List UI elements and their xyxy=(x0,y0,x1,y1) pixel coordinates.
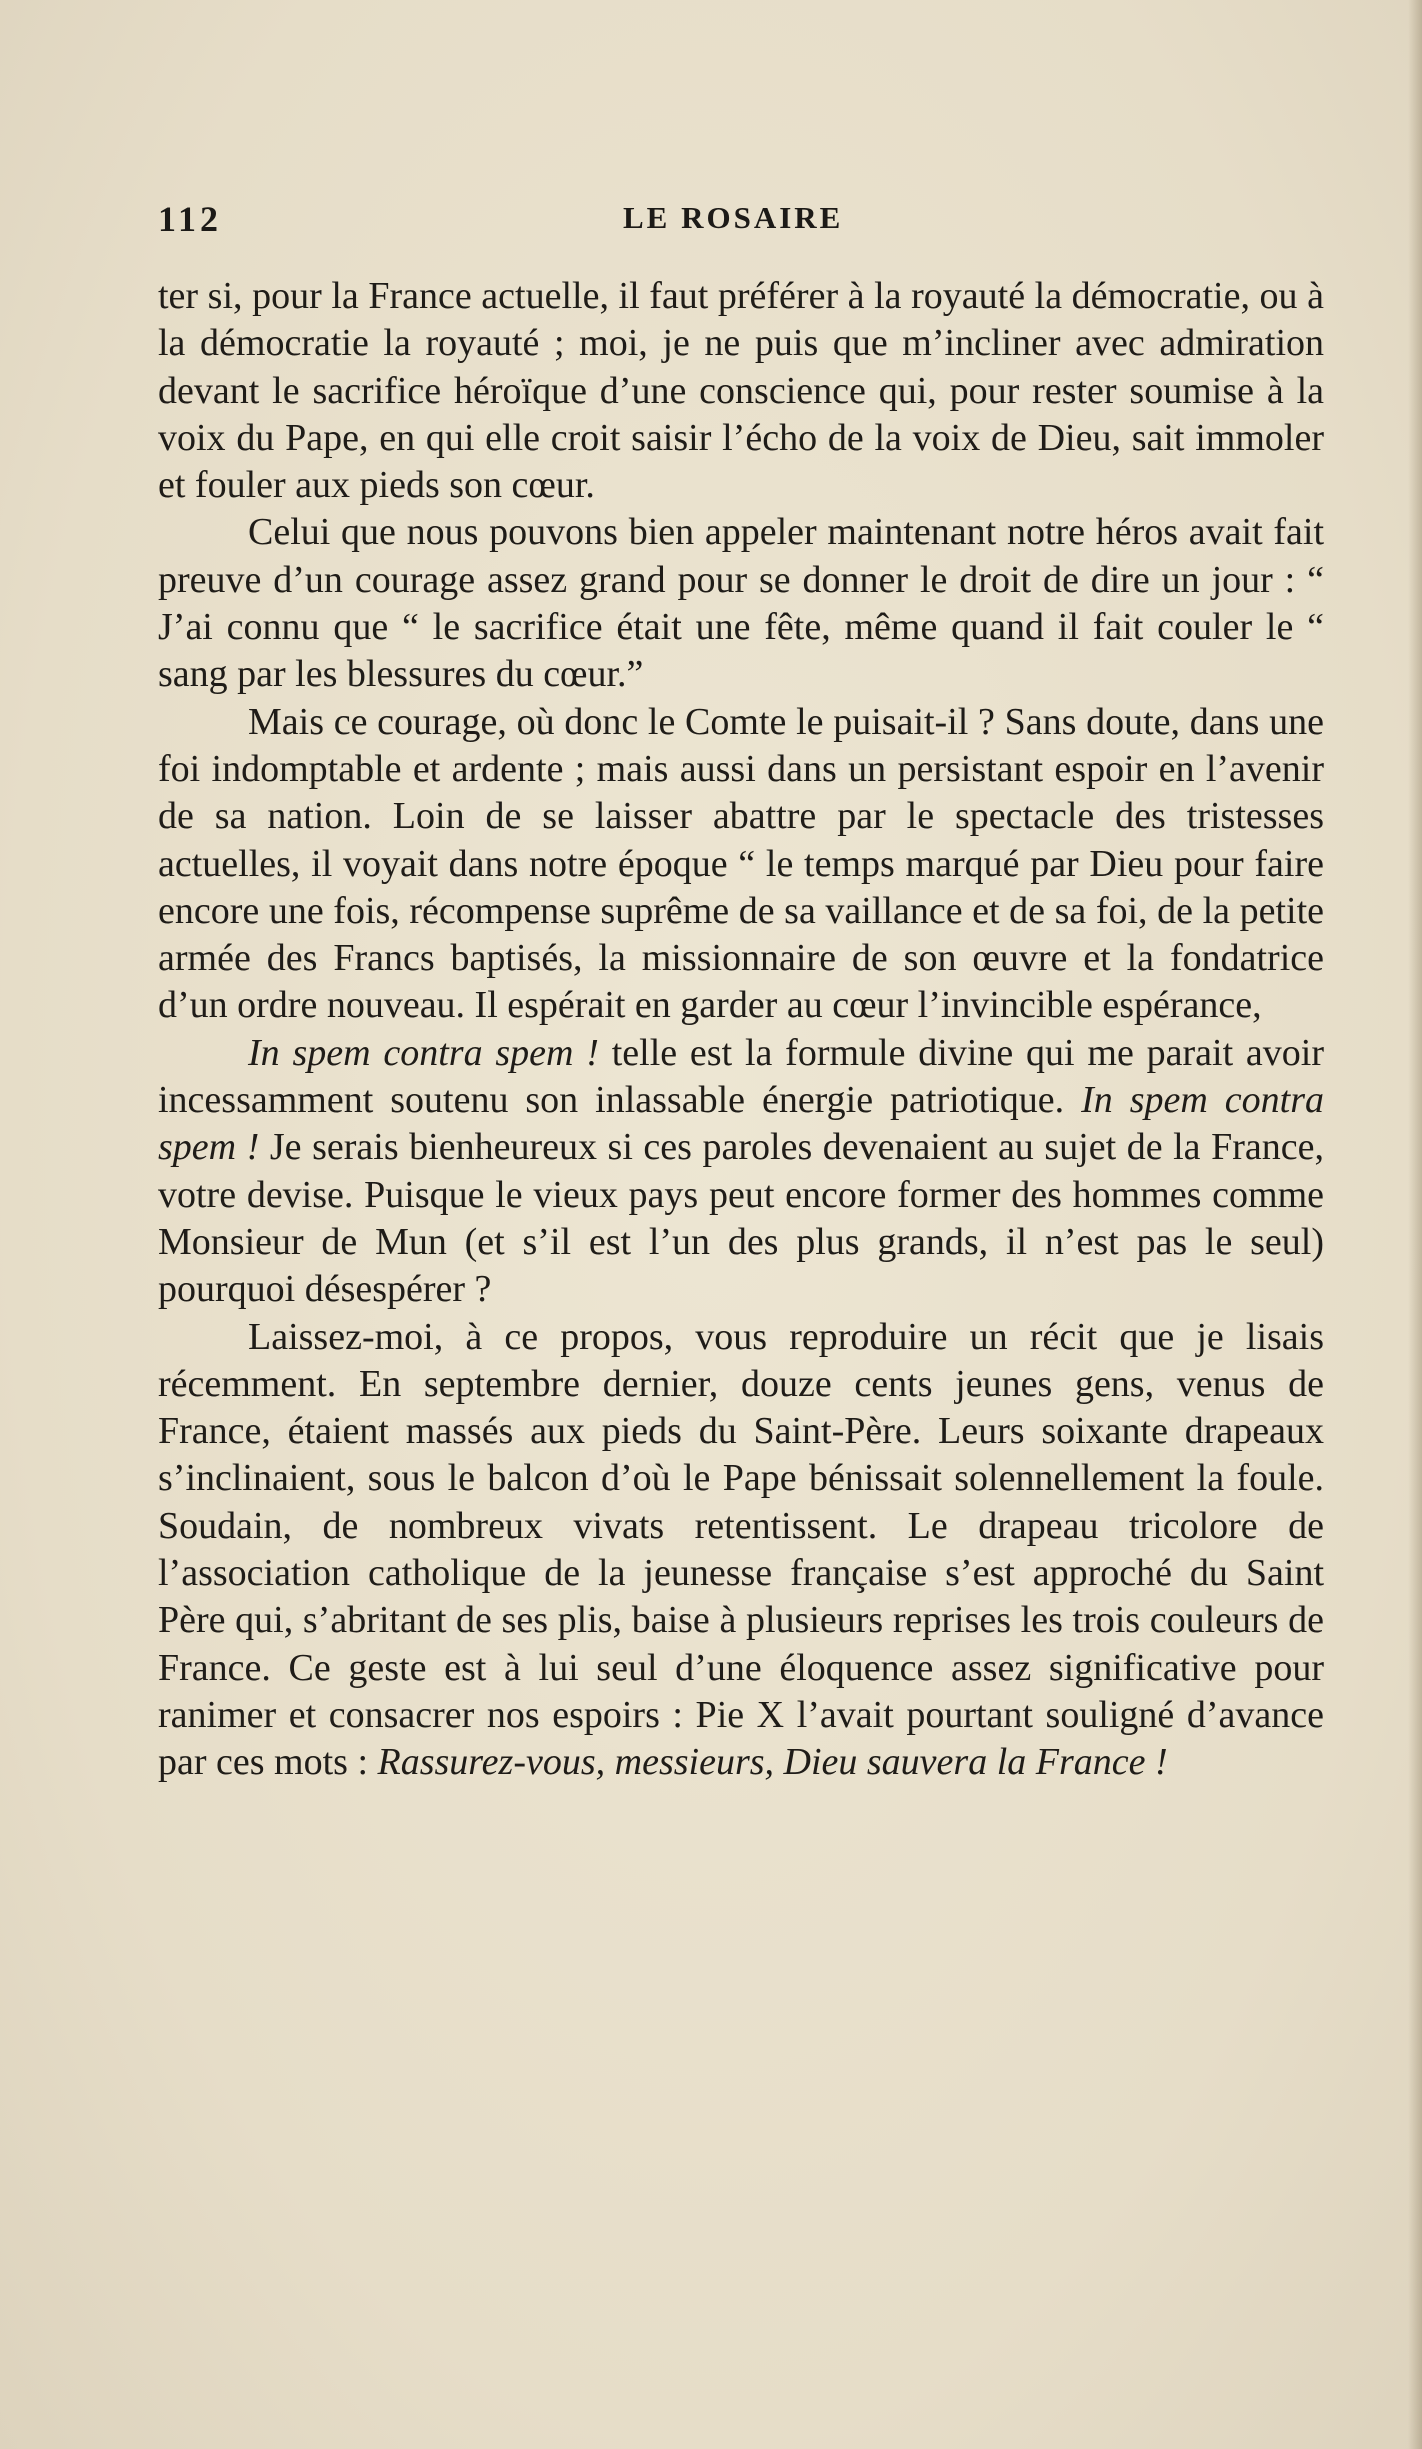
latin-motto-1: In spem contra spem ! xyxy=(248,1031,599,1074)
page-edge-shadow xyxy=(1408,0,1422,2449)
running-title: LE ROSAIRE xyxy=(623,200,844,235)
paragraph-2: Celui que nous pouvons bien appeler maintenant notre héros avait fait preuve d’un courage assez grand pour se donner le droit de dire un jour : “ J’ai connu que “ le sacrifice était une fête, même quand il fait couler le “ sang par les blessures du cœur.” xyxy=(158,511,1324,696)
page-header xyxy=(158,198,1324,248)
closing-quote: Rassurez-vous, messieurs, Dieu sauvera la France ! xyxy=(377,1741,1168,1784)
paragraph-4-text-2: Je serais bienheureux si ces paroles devenaient au sujet de la France, votre devise. Puisque le vieux pays peut encore former des hommes comme Monsieur de Mun (et s’il est l’un des plus grands, il n’est pas le seul) pourquoi désespérer ? xyxy=(158,1126,1324,1311)
latin-motto-2: In spem contra spem ! xyxy=(158,1079,1324,1169)
paragraph-1: ter si, pour la France actuelle, il faut préférer à la royauté la démocratie, ou à la démocratie la royauté ; moi, je ne puis que m’incliner avec admiration devant le sacrifice héroïque d’une conscience qui, pour rester soumise à la voix du Pape, en qui elle croit saisir l’écho de la voix de Dieu, sait immoler et fouler aux pieds son cœur. xyxy=(158,275,1324,507)
paragraph-4 xyxy=(158,1030,1324,1314)
paragraph-5 xyxy=(158,1314,1324,1787)
paragraph-3: Mais ce courage, où donc le Comte le puisait-il ? Sans doute, dans une foi indomptable et ardente ; mais aussi dans un persistant espoir en l’avenir de sa nation. Loin de se laisser abattre par le spectacle des tristesses actuelles, il voyait dans notre époque “ le temps marqué par Dieu pour faire encore une fois, récompense suprême de sa vaillance et de sa foi, de la petite armée des Francs baptisés, la missionnaire de son œuvre et la fondatrice d’un ordre nouveau. Il espérait en garder au cœur l’invincible espérance, xyxy=(158,700,1324,1027)
body-text xyxy=(158,273,1324,1787)
paragraph-5-text: Laissez-moi, à ce propos, vous reproduire un récit que je lisais récemment. En septembre dernier, douze cents jeunes gens, venus de France, étaient massés aux pieds du Saint-Père. Leurs soixante drapeaux s’inclinaient, sous le balcon d’où le Pape bénissait solennellement la foule. Soudain, de nombreux vivats retentissent. Le drapeau tricolore de l’association catholique de la jeunesse française s’est approché du Saint Père qui, s’abritant de ses plis, baise à plusieurs reprises les trois couleurs de France. Ce geste est à lui seul d’une éloquence assez significative pour ranimer et consacrer nos espoirs : Pie X l’avait pourtant souligné d’avance par ces mots : xyxy=(158,1315,1324,1784)
page-number: 112 xyxy=(158,199,223,239)
paragraph-4-text-1: telle est la formule divine qui me parait avoir incessamment soutenu son inlassable énergie patriotique. xyxy=(158,1031,1325,1122)
